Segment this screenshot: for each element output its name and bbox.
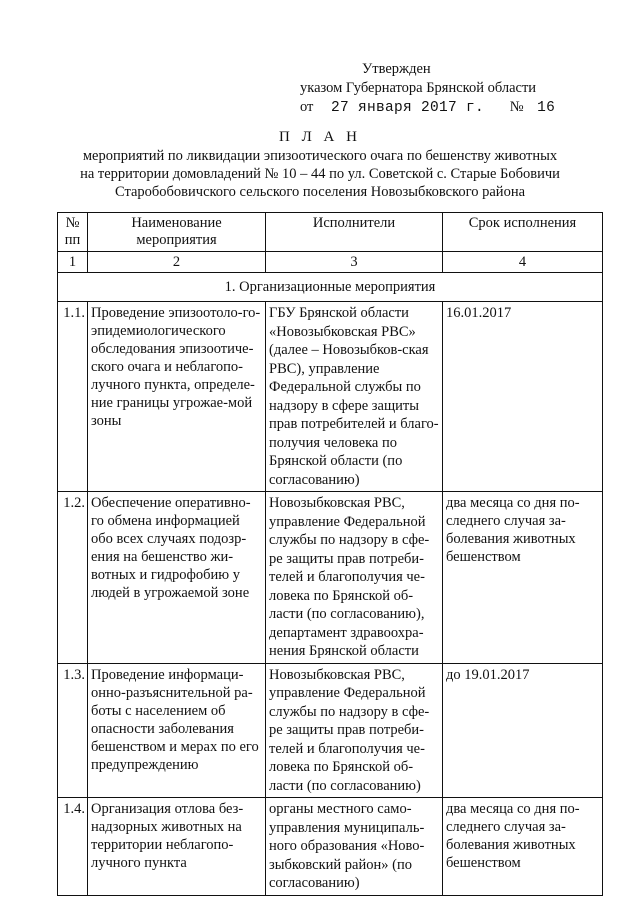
- column-number: 3: [266, 252, 443, 273]
- header-num: № пп: [58, 213, 88, 252]
- title-line-3: Старобобовичского сельского поселения Новозыбковского района: [114, 184, 526, 200]
- header-executors: Исполнители: [266, 213, 443, 252]
- approval-title: Утвержден: [362, 61, 431, 77]
- row-term: два месяца со дня по-следнего случая за-болевания животных бешенством: [443, 798, 603, 896]
- approval-authority: указом Губернатора Брянской области: [300, 80, 537, 96]
- approval-number-label: №: [509, 99, 524, 115]
- section-row: [58, 273, 603, 302]
- approval-date-line: [300, 98, 600, 118]
- table-row: [58, 663, 603, 798]
- approval-from-label: от: [300, 99, 314, 115]
- column-number: 4: [443, 252, 603, 273]
- title-line-2: на территории домовладений № 10 – 44 по ул. Советской с. Старые Бобовичи: [80, 166, 560, 182]
- table-header-row: [58, 213, 603, 252]
- row-num: 1.2.: [58, 492, 88, 664]
- row-name: Обеспечение оперативно-го обмена информацией обо всех случаях подозр-ения на бешенство жи-вотных и гидрофобию у людей в угрожаемой зоне: [88, 492, 266, 664]
- row-term: 16.01.2017: [443, 302, 603, 492]
- header-name: Наименование мероприятия: [88, 213, 266, 252]
- column-number: 1: [58, 252, 88, 273]
- row-num: 1.4.: [58, 798, 88, 896]
- approval-block: [300, 60, 600, 118]
- row-name: Проведение информаци-онно-разъяснительной ра-боты с населением об опасности заболевания бешенством и мерах по его предупреждению: [88, 663, 266, 798]
- title-line-1: мероприятий по ликвидации эпизоотического очага по бешенству животных: [82, 148, 558, 164]
- row-executors: органы местного само-управления муниципаль-ного образования «Ново-зыбковский район» (по согласованию): [266, 798, 443, 896]
- row-term: до 19.01.2017: [443, 663, 603, 798]
- column-number: 2: [88, 252, 266, 273]
- table-row: [58, 492, 603, 664]
- header-term: Срок исполнения: [443, 213, 603, 252]
- section-title: 1. Организационные мероприятия: [58, 273, 603, 302]
- column-number-row: [58, 252, 603, 273]
- plan-heading: П Л А Н: [279, 129, 361, 145]
- table-row: [58, 302, 603, 492]
- row-num: 1.3.: [58, 663, 88, 798]
- row-executors: Новозыбковская РВС, управление Федеральной службы по надзору в сфе-ре защиты прав потреби-телей и благополучия че-ловека по Брянской об-ласти (по согласованию): [266, 663, 443, 798]
- row-num: 1.1.: [58, 302, 88, 492]
- plan-table: [57, 212, 603, 896]
- row-name: Организация отлова без-надзорных животных на территории неблагопо-лучного пункта: [88, 798, 266, 896]
- row-term: два месяца со дня по-следнего случая за-болевания животных бешенством: [443, 492, 603, 664]
- table-row: [58, 798, 603, 896]
- approval-number: 16: [537, 100, 556, 116]
- row-executors: Новозыбковская РВС, управление Федеральной службы по надзору в сфе-ре защиты прав потреби-телей и благополучия че-ловека по Брянской об-ласти (по согласованию), департамент здравоохра-нения Брянской области: [266, 492, 443, 664]
- document-title: [30, 128, 610, 201]
- approval-date: 27 января 2017 г.: [331, 100, 485, 116]
- row-executors: ГБУ Брянской области «Новозыбковская РВС» (далее – Новозыбков-ская РВС), управление Федеральной службы по надзору в сфере защиты прав потребителей и благо-получия человека по Брянской области (по согласованию): [266, 302, 443, 492]
- row-name: Проведение эпизоотоло-го-эпидемиологического обследования эпизоотиче-ского очага и неблагопо-лучного пункта, определе-ние границы угрожае-мой зоны: [88, 302, 266, 492]
